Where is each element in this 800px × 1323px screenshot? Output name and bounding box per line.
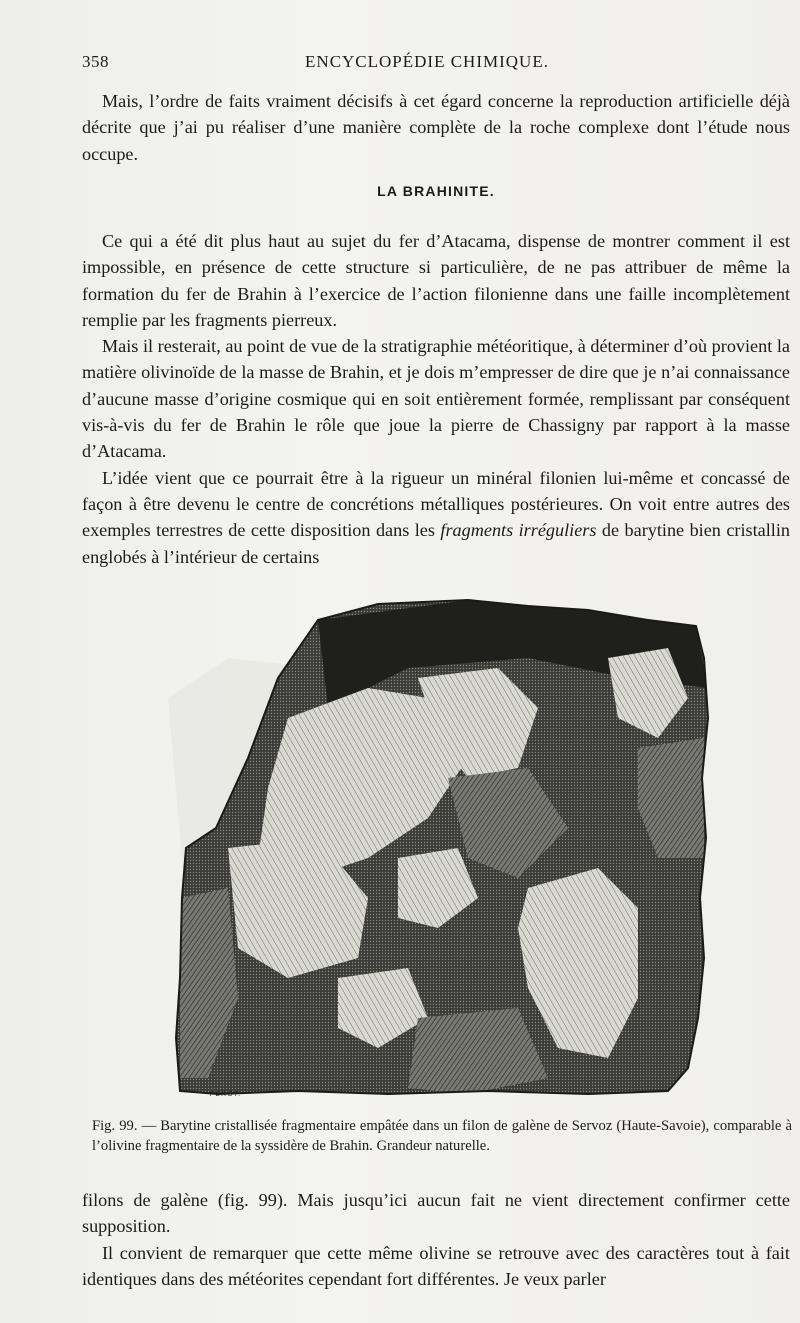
- figure-label: Fig. 99.: [92, 1118, 138, 1134]
- text-run: L’idée vient que ce pourrait être à la rigueur un minéral filonien lui-même et concassé de façon à être devenu le centre de concrétions métalliques postérieures. On voit entre autres des exemples terrestres de cette disposition dans les: [82, 467, 790, 541]
- italic-run: fragments irréguliers: [440, 520, 597, 541]
- section-title: LA BRAHINITE.: [377, 183, 495, 199]
- page-header: [82, 52, 772, 78]
- figure-engraving: [168, 598, 716, 1103]
- running-title: ENCYCLOPÉDIE CHIMIQUE.: [305, 52, 549, 71]
- page-number: 358: [82, 52, 109, 71]
- paragraph: Ce qui a été dit plus haut au sujet du fer d’Atacama, dispense de montrer comment il est impossible, en présence de cette structure si particulière, de ne pas attribuer de même la formation du fer de Brahin à l’exercice de l’action filonienne dans une faille incomplètement remplie par les fragments pierreux.: [82, 231, 790, 330]
- text-block-section: [82, 228, 790, 570]
- text-block-top: [82, 88, 790, 167]
- paragraph-with-italic: [82, 465, 790, 570]
- paragraph: Mais, l’ordre de faits vraiment décisifs à cet égard concerne la reproduction artificielle déjà décrite que j’ai pu réaliser d’une manière complète de la roche complexe dont l’étude nous occupe.: [82, 91, 790, 164]
- engraver-signature: PEROT.: [210, 1091, 242, 1098]
- paragraph: Il convient de remarquer que cette même olivine se retrouve avec des caractères tout à fait identiques dans des météorites cependant fort différentes. Je veux parler: [82, 1242, 790, 1289]
- figure-caption: [92, 1117, 792, 1156]
- paragraph: Mais il resterait, au point de vue de la stratigraphie météoritique, à déterminer d’où provient la matière olivinoïde de la masse de Brahin, et je dois m’empresser de dire que je n’ai connaissance d’aucune masse d’origine cosmique qui en soit entièrement formée, remplissant par conséquent vis-à-vis du fer de Brahin le rôle que joue la pierre de Chassigny par rapport à la masse d’Atacama.: [82, 336, 790, 462]
- paragraph: filons de galène (fig. 99). Mais jusqu’ici aucun fait ne vient directement confirmer cette supposition.: [82, 1190, 790, 1237]
- text-block-bottom: [82, 1187, 790, 1292]
- caption-text: — Barytine cristallisée fragmentaire empâtée dans un filon de galène de Servoz (Haute-Savoie), comparable à l’olivine fragmentaire de la syssidère de Brahin. Grandeur naturelle.: [92, 1118, 792, 1154]
- barytine-engraving-image: [168, 598, 716, 1103]
- text-run: de barytine bien cristallin englobés à l’intérieur de certains: [82, 520, 790, 567]
